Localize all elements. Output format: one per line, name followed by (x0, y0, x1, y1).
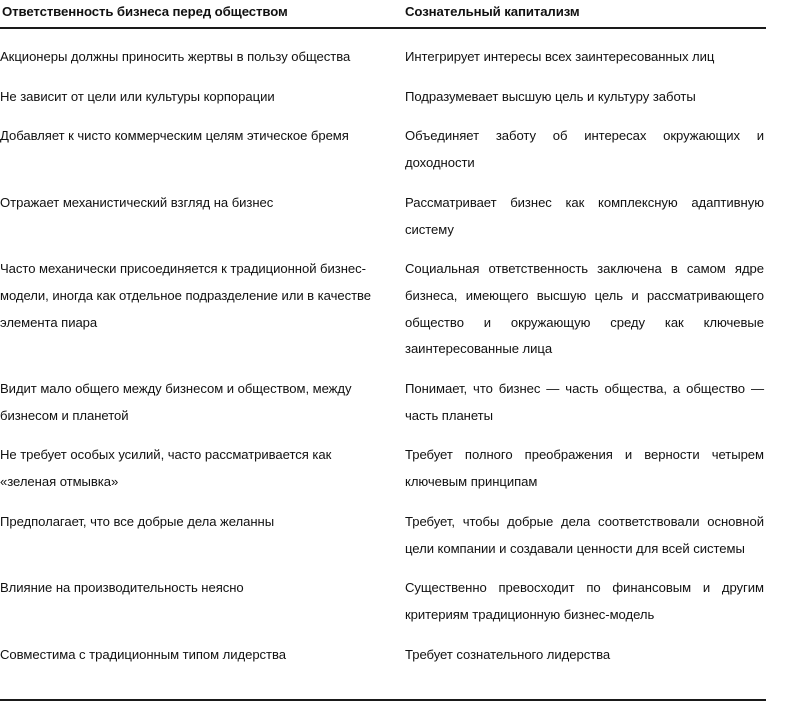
table-cell-social-responsibility (0, 28, 390, 71)
table-row (0, 110, 766, 176)
table-cell-social-responsibility (0, 71, 390, 111)
table-cell-conscious-capitalism (390, 562, 766, 628)
cell-text: Существенно превосходит по финансовым и другим критериям традиционную бизнес-модель (405, 580, 764, 622)
cell-text: Не зависит от цели или культуры корпорации (0, 88, 275, 104)
cell-text: Требует сознательного лидерства (405, 646, 611, 662)
cell-text: Часто механически присоединяется к традиционной бизнес-модели, иногда как отдельное подразделение или в качестве элемента пиара (0, 261, 372, 330)
cell-text: Понимает, что бизнес — часть общества, а общество — часть планеты (405, 381, 764, 423)
table-cell-social-responsibility (0, 363, 390, 429)
cell-text: Интегрирует интересы всех заинтересованных лиц (405, 49, 715, 64)
table-row (0, 243, 766, 363)
cell-text: Объединяет заботу об интересах окружающих и доходности (405, 128, 764, 171)
table-row (0, 363, 766, 429)
cell-text: Не требует особых усилий, часто рассматривается как «зеленая отмывка» (0, 447, 332, 490)
column-header-conscious-capitalism: Сознательный капитализм (390, 0, 766, 28)
table-row (0, 496, 766, 562)
table-cell-social-responsibility (0, 177, 390, 243)
cell-text: Видит мало общего между бизнесом и обществом, между бизнесом и планетой (0, 381, 352, 423)
table-bottom-rule (0, 699, 766, 701)
table-cell-conscious-capitalism (390, 177, 766, 243)
cell-text: Требует, чтобы добрые дела соответствовали основной цели компании и создавали ценности для всей системы (405, 513, 764, 556)
table-cell-conscious-capitalism (390, 110, 766, 176)
table-cell-conscious-capitalism (390, 629, 766, 682)
table-cell-conscious-capitalism (390, 243, 766, 363)
table-row (0, 429, 766, 495)
table-cell-social-responsibility (0, 110, 390, 176)
cell-text: Добавляет к чисто коммерческим целям этическое бремя (0, 128, 349, 144)
table-row (0, 629, 766, 682)
cell-text: Социальная ответственность заключена в самом ядре бизнеса, имеющего высшую цель и рассматривающего общество и окружающую среду как ключевые заинтересованные лица (405, 261, 764, 357)
table-cell-social-responsibility (0, 429, 390, 495)
table-header-row (0, 0, 766, 28)
cell-text: Подразумевает высшую цель и культуру заботы (405, 88, 696, 104)
cell-text: Отражает механистический взгляд на бизнес (0, 194, 274, 210)
cell-text: Совместима с традиционным типом лидерства (0, 646, 286, 662)
table-cell-conscious-capitalism (390, 363, 766, 429)
table-row (0, 71, 766, 111)
table-cell-social-responsibility (0, 629, 390, 682)
table-cell-social-responsibility (0, 243, 390, 363)
table-cell-social-responsibility (0, 562, 390, 628)
cell-text: Влияние на производительность неясно (0, 580, 244, 596)
table-cell-conscious-capitalism (390, 496, 766, 562)
table-cell-social-responsibility (0, 496, 390, 562)
table-row (0, 28, 766, 71)
column-header-social-responsibility: Ответственность бизнеса перед обществом (0, 0, 390, 28)
table-row (0, 562, 766, 628)
cell-text: Предполагает, что все добрые дела желанны (0, 513, 275, 529)
cell-text: Акционеры должны приносить жертвы в пользу общества (0, 49, 351, 64)
table-cell-conscious-capitalism (390, 28, 766, 71)
table-cell-conscious-capitalism (390, 429, 766, 495)
cell-text: Требует полного преображения и верности четырем ключевым принципам (405, 447, 764, 490)
table-header (0, 0, 766, 28)
cell-text: Рассматривает бизнес как комплексную адаптивную систему (405, 194, 764, 237)
table-cell-conscious-capitalism (390, 71, 766, 111)
table-row (0, 177, 766, 243)
table-body (0, 28, 766, 681)
